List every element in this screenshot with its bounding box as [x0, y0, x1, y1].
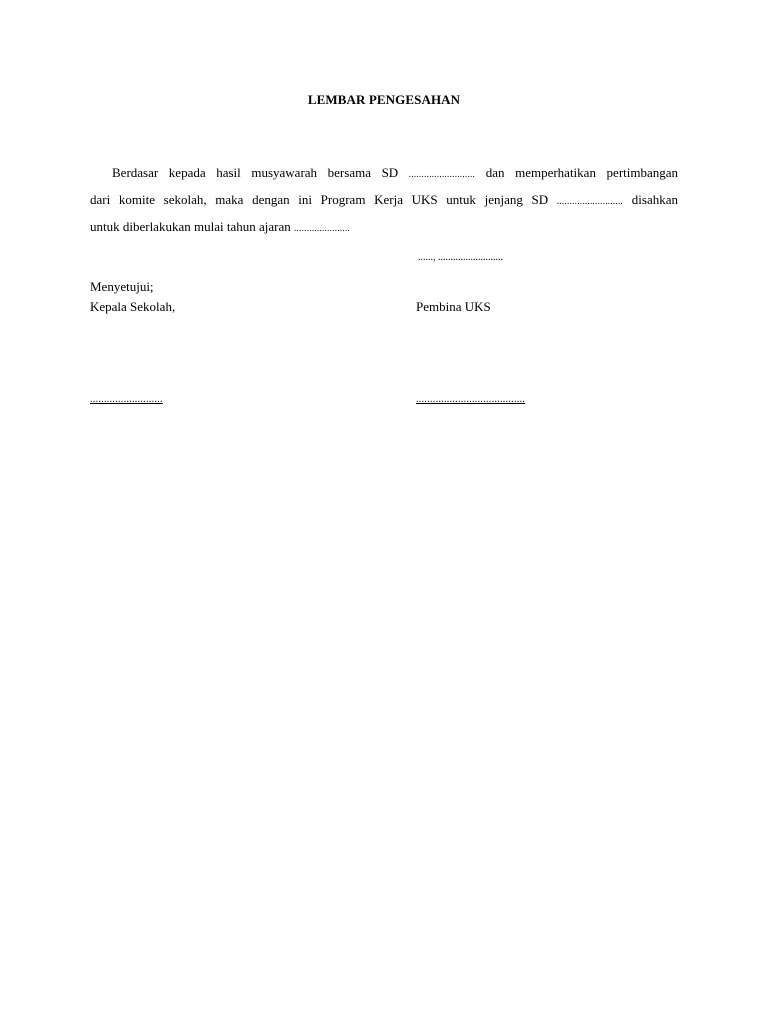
uks-supervisor-signature-line: .......................................	[416, 394, 526, 405]
school-level-blank: ..........................	[556, 196, 624, 206]
principal-title: Kepala Sekolah,	[90, 299, 176, 314]
approval-paragraph	[90, 160, 678, 241]
school-name-blank: ..........................	[408, 169, 476, 179]
place-date-blank: ......, ..........................	[418, 252, 503, 263]
paragraph-line-1	[90, 160, 678, 187]
paragraph-text: dari komite sekolah, maka dengan ini Program Kerja UKS untuk jenjang SD	[90, 192, 549, 207]
paragraph-text: dan memperhatikan pertimbangan	[485, 165, 679, 180]
academic-year-blank: ......................	[293, 223, 351, 233]
paragraph-text: disahkan	[631, 192, 679, 207]
principal-signature-line: ..........................	[90, 394, 163, 405]
paragraph-line-2	[90, 187, 678, 214]
paragraph-line-3	[90, 214, 678, 241]
paragraph-text: Berdasar kepada hasil musyawarah bersama SD	[112, 165, 399, 180]
approval-label: Menyetujui;	[90, 279, 154, 294]
paragraph-text: untuk diberlakukan mulai tahun ajaran	[90, 219, 291, 234]
uks-supervisor-title: Pembina UKS	[416, 299, 491, 314]
document-title: LEMBAR PENGESAHAN	[307, 92, 461, 107]
